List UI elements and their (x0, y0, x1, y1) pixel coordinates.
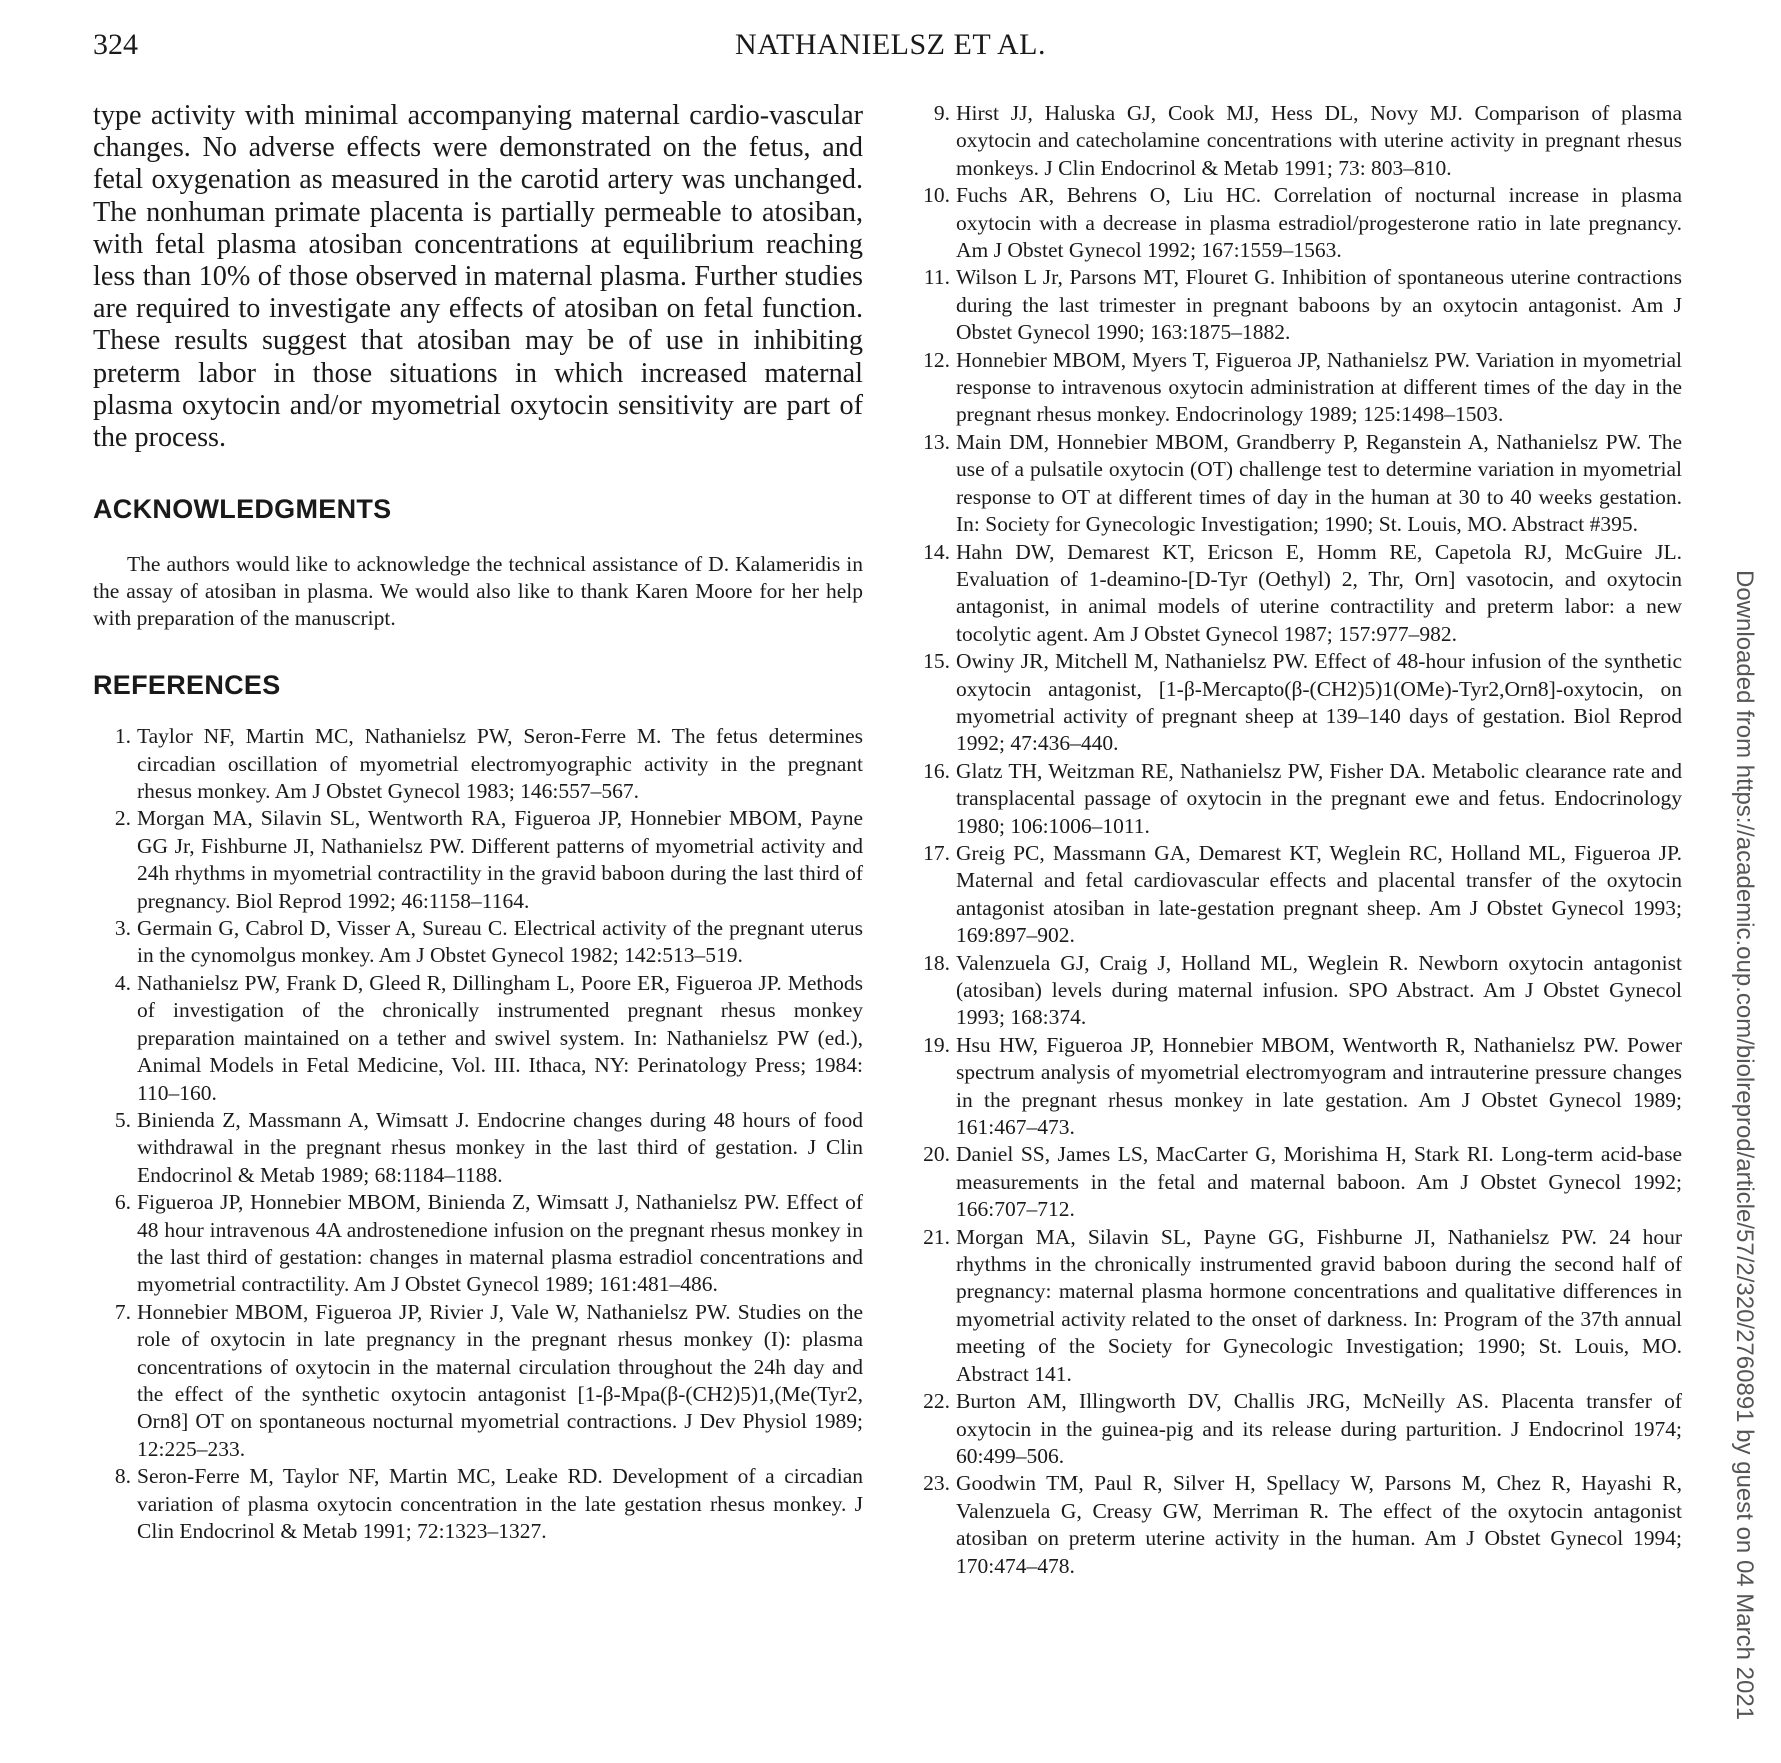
reference-item (912, 1141, 1682, 1223)
right-column (912, 100, 1682, 1580)
reference-text: Main DM, Honnebier MBOM, Grandberry P, Reganstein A, Nathanielsz PW. The use of a pulsatile oxytocin (OT) challenge test to determine variation in myometrial response to OT at different times of day in the human at 30 to 40 weeks gestation. In: Society for Gynecologic Investigation; 1990; St. Louis, MO. Abstract #395. (956, 429, 1682, 537)
download-watermark: Downloaded from https://academic.oup.com/biolreprod/article/57/2/320/2760891 by guest on 04 March 2021 (1731, 570, 1758, 1721)
conclusion-paragraph: type activity with minimal accompanying maternal cardio-vascular changes. No adverse effects were demonstrated on the fetus, and fetal oxygenation as measured in the carotid artery was unchanged. The nonhuman primate placenta is partially permeable to atosiban, with fetal plasma atosiban concentrations at equilibrium reaching less than 10% of those observed in maternal plasma. Further studies are required to investigate any effects of atosiban on fetal function. These results suggest that atosiban may be of use in inhibiting preterm labor in those situations in which increased maternal plasma oxytocin and/or myometrial oxytocin sensitivity are part of the process. (93, 100, 863, 454)
reference-item (912, 840, 1682, 950)
reference-text: Fuchs AR, Behrens O, Liu HC. Correlation of nocturnal increase in plasma oxytocin with a decrease in plasma estradiol/progesterone ratio in late pregnancy. Am J Obstet Gynecol 1992; 167:1559–1563. (956, 183, 1682, 263)
reference-text: Morgan MA, Silavin SL, Payne GG, Fishburne JI, Nathanielsz PW. 24 hour rhythms in the chronically instrumented gravid baboon during the second half of pregnancy: maternal plasma hormone concentrations and qualitative differences in myometrial activity related to the onset of darkness. In: Program of the 37th annual meeting of the Society for Gynecologic Investigation; 1990; St. Louis, MO. Abstract 141. (956, 1224, 1682, 1386)
reference-text: Morgan MA, Silavin SL, Wentworth RA, Figueroa JP, Honnebier MBOM, Payne GG Jr, Fishburne JI, Nathanielsz PW. Different patterns of myometrial activity and 24h rhythms in myometrial contractility in the gravid baboon during the last third of pregnancy. Biol Reprod 1992; 46:1158–1164. (137, 806, 863, 913)
reference-number: 10. (923, 183, 950, 208)
reference-item (93, 723, 863, 805)
running-title: NATHANIELSZ ET AL. (735, 28, 1046, 61)
reference-number: 7. (114, 1299, 131, 1324)
reference-item (912, 1224, 1682, 1388)
reference-item (912, 182, 1682, 264)
reference-text: Honnebier MBOM, Figueroa JP, Rivier J, Vale W, Nathanielsz PW. Studies on the role of oxytocin in late pregnancy in the pregnant rhesus monkey (I): plasma concentrations of oxytocin in the maternal circulation throughout the 24h day and the effect of the synthetic oxytocin antagonist [1-β-Mpa(β-(CH2)5)1,(Me(Tyr2, Orn8] OT on spontaneous nocturnal myometrial contractions. J Dev Physiol 1989; 12:225–233. (137, 1299, 863, 1461)
reference-number: 2. (114, 806, 131, 831)
reference-item (912, 347, 1682, 429)
reference-item (912, 429, 1682, 539)
page-number: 324 (93, 28, 138, 61)
reference-text: Hahn DW, Demarest KT, Ericson E, Homm RE, Capetola RJ, McGuire JL. Evaluation of 1-deamino-[D-Tyr (Oethyl) 2, Thr, Orn] vasotocin, and oxytocin antagonist, in animal models of uterine contractility and preterm labor: a new tocolytic agent. Am J Obstet Gynecol 1987; 157:977–982. (956, 539, 1682, 646)
reference-item (912, 264, 1682, 346)
acknowledgments-heading: ACKNOWLEDGMENTS (93, 494, 392, 525)
reference-item (912, 100, 1682, 182)
reference-number: 9. (933, 101, 950, 125)
reference-number: 20. (923, 1142, 950, 1167)
reference-item (912, 950, 1682, 1032)
reference-number: 4. (114, 970, 131, 995)
acknowledgments-text: The authors would like to acknowledge the technical assistance of D. Kalameridis in the assay of atosiban in plasma. We would also like to thank Karen Moore for her help with preparation of the manuscript. (93, 552, 863, 631)
reference-text: Burton AM, Illingworth DV, Challis JRG, McNeilly AS. Placenta transfer of oxytocin in the guinea-pig and its release during parturition. J Endocrinol 1974; 60:499–506. (956, 1389, 1682, 1468)
reference-text: Glatz TH, Weitzman RE, Nathanielsz PW, Fisher DA. Metabolic clearance rate and transplacental passage of oxytocin in the pregnant ewe and fetus. Endocrinology 1980; 106:1006–1011. (956, 758, 1682, 838)
reference-item (912, 539, 1682, 649)
reference-item (912, 758, 1682, 840)
reference-number: 6. (114, 1190, 131, 1215)
reference-text: Goodwin TM, Paul R, Silver H, Spellacy W, Parsons M, Chez R, Hayashi R, Valenzuela G, Creasy GW, Merriman R. The effect of the oxytocin antagonist atosiban on preterm uterine activity in the human. Am J Obstet Gynecol 1994; 170:474–478. (956, 1471, 1682, 1578)
references-heading: REFERENCES (93, 670, 281, 701)
reference-text: Taylor NF, Martin MC, Nathanielsz PW, Seron-Ferre M. The fetus determines circadian oscillation of myometrial electromyographic activity in the pregnant rhesus monkey. Am J Obstet Gynecol 1983; 146:557–567. (137, 724, 863, 804)
reference-text: Hirst JJ, Haluska GJ, Cook MJ, Hess DL, Novy MJ. Comparison of plasma oxytocin and catecholamine concentrations with uterine activity in pregnant rhesus monkeys. J Clin Endocrinol & Metab 1991; 73: 803–810. (956, 101, 1682, 180)
reference-number: 14. (923, 539, 950, 564)
reference-text: Binienda Z, Massmann A, Wimsatt J. Endocrine changes during 48 hours of food withdrawal in the pregnant rhesus monkey in the last third of gestation. J Clin Endocrinol & Metab 1989; 68:1184–1188. (137, 1107, 863, 1187)
reference-text: Daniel SS, James LS, MacCarter G, Morishima H, Stark RI. Long-term acid-base measurements in the fetal and maternal baboon. Am J Obstet Gynecol 1992; 166:707–712. (956, 1142, 1682, 1222)
left-column (93, 100, 863, 1545)
reference-text: Nathanielsz PW, Frank D, Gleed R, Dillingham L, Poore ER, Figueroa JP. Methods of investigation of the chronically instrumented pregnant rhesus monkey preparation maintained on a tether and swivel system. In: Nathanielsz PW (ed.), Animal Models in Fetal Medicine, Vol. III. Ithaca, NY: Perinatology Press; 1984: 110–160. (137, 970, 863, 1105)
reference-number: 13. (923, 429, 950, 454)
reference-number: 22. (923, 1389, 950, 1414)
reference-item (912, 1032, 1682, 1142)
reference-text: Wilson L Jr, Parsons MT, Flouret G. Inhibition of spontaneous uterine contractions during the last trimester in pregnant baboons by an oxytocin antagonist. Am J Obstet Gynecol 1990; 163:1875–1882. (956, 265, 1682, 345)
reference-item (93, 805, 863, 915)
reference-number: 3. (114, 916, 131, 941)
reference-text: Germain G, Cabrol D, Visser A, Sureau C. Electrical activity of the pregnant uterus in the cynomolgus monkey. Am J Obstet Gynecol 1982; 142:513–519. (137, 916, 863, 968)
reference-item (93, 1463, 863, 1545)
reference-item (93, 970, 863, 1107)
reference-text: Owiny JR, Mitchell M, Nathanielsz PW. Effect of 48-hour infusion of the synthetic oxytocin antagonist, [1-β-Mercapto(β-(CH2)5)1(OMe)-Tyr2,Orn8]-oxytocin, on myometrial activity of pregnant sheep at 139–140 days of gestation. Biol Reprod 1992; 47:436–440. (956, 649, 1682, 756)
reference-number: 17. (923, 840, 950, 865)
reference-text: Seron-Ferre M, Taylor NF, Martin MC, Leake RD. Development of a circadian variation of plasma oxytocin concentration in the late gestation rhesus monkey. J Clin Endocrinol & Metab 1991; 72:1323–1327. (137, 1464, 863, 1544)
reference-number: 18. (923, 950, 950, 975)
reference-item (93, 1189, 863, 1299)
reference-item (93, 915, 863, 970)
reference-text: Valenzuela GJ, Craig J, Holland ML, Weglein R. Newborn oxytocin antagonist (atosiban) levels during maternal infusion. SPO Abstract. Am J Obstet Gynecol 1993; 168:374. (956, 950, 1682, 1030)
reference-number: 15. (923, 649, 950, 674)
reference-number: 23. (923, 1471, 950, 1496)
reference-number: 16. (923, 758, 950, 783)
reference-number: 12. (923, 347, 950, 372)
reference-text: Figueroa JP, Honnebier MBOM, Binienda Z, Wimsatt J, Nathanielsz PW. Effect of 48 hour intravenous 4A androstenedione infusion on the pregnant rhesus monkey in the last third of gestation: changes in maternal plasma estradiol concentrations and myometrial contractility. Am J Obstet Gynecol 1989; 161:481–486. (137, 1190, 863, 1297)
reference-item (93, 1107, 863, 1189)
reference-number: 1. (114, 724, 131, 749)
reference-number: 8. (114, 1464, 131, 1489)
reference-item (912, 1388, 1682, 1470)
reference-list-left (93, 723, 863, 1545)
reference-list-right (912, 100, 1682, 1580)
reference-item (93, 1299, 863, 1463)
reference-number: 5. (114, 1107, 131, 1132)
reference-number: 11. (923, 265, 950, 290)
reference-item (912, 648, 1682, 758)
reference-number: 19. (923, 1032, 950, 1057)
reference-text: Honnebier MBOM, Myers T, Figueroa JP, Nathanielsz PW. Variation in myometrial response to intravenous oxytocin administration at different times of the day in the pregnant rhesus monkey. Endocrinology 1989; 125:1498–1503. (956, 347, 1682, 427)
reference-text: Greig PC, Massmann GA, Demarest KT, Weglein RC, Holland ML, Figueroa JP. Maternal and fetal cardiovascular effects and placental transfer of the oxytocin antagonist atosiban in late-gestation pregnant sheep. Am J Obstet Gynecol 1993; 169:897–902. (956, 840, 1682, 948)
reference-text: Hsu HW, Figueroa JP, Honnebier MBOM, Wentworth R, Nathanielsz PW. Power spectrum analysis of myometrial electromyogram and intrauterine pressure changes in the pregnant rhesus monkey in late gestation. Am J Obstet Gynecol 1989; 161:467–473. (956, 1032, 1682, 1140)
reference-item (912, 1470, 1682, 1580)
reference-number: 21. (923, 1224, 950, 1249)
